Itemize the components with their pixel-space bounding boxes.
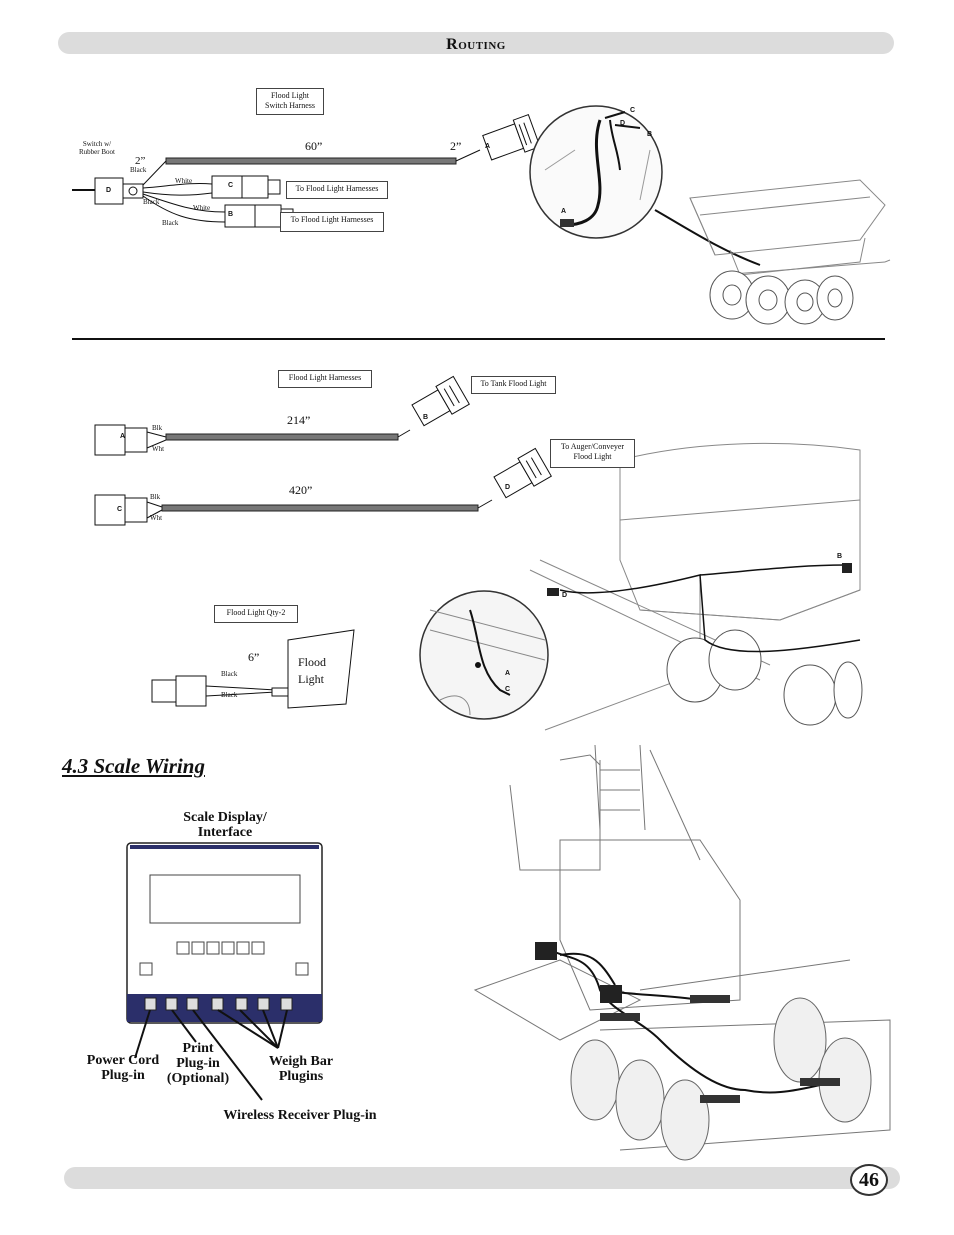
wire-blk-1: Blk: [152, 424, 163, 432]
weigh-bar-label: Weigh Bar Plugins: [268, 1054, 334, 1084]
wire-blk-2: Blk: [150, 493, 161, 501]
wire-white-2: White: [193, 204, 211, 212]
to-flood-harness-2: To Flood Light Harnesses: [280, 212, 384, 232]
pic-c-label: C: [505, 686, 511, 693]
connector-a-mid: A: [120, 433, 126, 440]
pic-a-label: A: [505, 670, 511, 677]
scale-display-label: Scale Display/ Interface: [183, 810, 267, 840]
detail-c-label: C: [630, 107, 636, 114]
page-section-title: Routing: [446, 36, 506, 53]
connector-a-label: A: [485, 143, 491, 150]
power-cord-label: Power Cord Plug-in: [86, 1053, 160, 1083]
connector-c-label: C: [228, 182, 234, 189]
print-plugin-label: Print Plug-in (Optional): [166, 1041, 230, 1086]
to-flood-harness-1: To Flood Light Harnesses: [286, 181, 388, 199]
length-420: 420”: [289, 483, 313, 497]
connector-b-mid: B: [423, 414, 429, 421]
detail-d-label: D: [620, 120, 626, 127]
connector-b-label: B: [228, 211, 234, 218]
pic-d-label: D: [562, 592, 568, 599]
pic-b-label: B: [837, 553, 843, 560]
connector-d-label: D: [106, 187, 112, 194]
detail-b-label: B: [647, 131, 653, 138]
to-tank-flood-label: To Tank Flood Light: [471, 376, 556, 394]
wire-white-1: White: [175, 177, 193, 185]
flood-light-qty-label: Flood Light Qty-2: [214, 605, 298, 623]
to-auger-flood-label: To Auger/Conveyer Flood Light: [550, 439, 635, 468]
wire-black-a: Black: [221, 670, 238, 678]
wire-black-1: Black: [130, 166, 147, 174]
page-number: 46: [850, 1164, 888, 1196]
connector-d-mid: D: [505, 484, 511, 491]
wire-black-b: Black: [221, 691, 238, 699]
footer-bar: [64, 1167, 900, 1189]
wire-wht-2: Wht: [150, 514, 163, 522]
wire-black-2: Black: [143, 198, 160, 206]
wireless-receiver-label: Wireless Receiver Plug-in: [223, 1108, 377, 1123]
length-214: 214”: [287, 413, 311, 427]
length-2-left: 2”: [135, 155, 146, 167]
flood-harnesses-label: Flood Light Harnesses: [278, 370, 372, 388]
switch-label: Switch w/ Rubber Boot: [79, 140, 115, 156]
connector-c-mid: C: [117, 506, 123, 513]
wire-black-3: Black: [162, 219, 179, 227]
scale-wiring-heading: 4.3 Scale Wiring: [62, 754, 205, 778]
flood-light-label: Flood Light: [298, 655, 327, 686]
length-2-right: 2”: [450, 139, 462, 153]
wire-wht-1: Wht: [152, 445, 165, 453]
switch-harness-label: Flood Light Switch Harness: [256, 88, 324, 115]
detail-a-label: A: [561, 208, 567, 215]
length-6: 6”: [248, 650, 260, 664]
length-60: 60”: [305, 139, 323, 153]
